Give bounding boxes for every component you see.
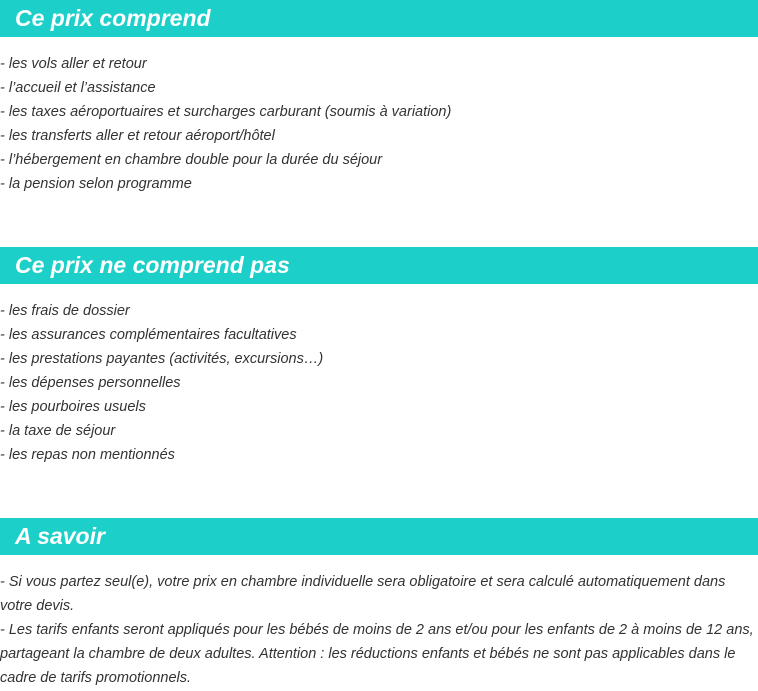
list-item: - les transferts aller et retour aéroport/hôtel	[0, 128, 275, 144]
list-item: - la taxe de séjour	[0, 423, 116, 439]
info-paragraph: - Les tarifs enfants seront appliqués pour les bébés de moins de 2 ans et/ou pour les enfants de 2 à moins de 12 ans, partageant la chambre de deux adultes. Attention : les réductions enfants et bébés ne sont pas applicables dans le cadre de tarifs promotionnels.	[0, 622, 754, 686]
list-item: - l’hébergement en chambre double pour la durée du séjour	[0, 152, 383, 168]
list-item: - les frais de dossier	[0, 303, 130, 319]
not-included-list	[0, 299, 758, 467]
included-list	[0, 52, 758, 196]
section-title-good-to-know: A savoir	[15, 523, 105, 549]
list-item: - l’accueil et l’assistance	[0, 80, 156, 96]
good-to-know-text	[0, 570, 756, 690]
list-item: - les repas non mentionnés	[0, 447, 175, 463]
section-title-included: Ce prix comprend	[15, 5, 211, 31]
list-item: - les pourboires usuels	[0, 399, 146, 415]
list-item: - les prestations payantes (activités, excursions…)	[0, 351, 324, 367]
section-title-not-included: Ce prix ne comprend pas	[15, 252, 290, 278]
list-item: - les taxes aéroportuaires et surcharges carburant (soumis à variation)	[0, 104, 452, 120]
list-item: - les dépenses personnelles	[0, 375, 181, 391]
section-header-not-included	[0, 247, 758, 284]
section-header-included	[0, 0, 758, 37]
info-paragraph: - Si vous partez seul(e), votre prix en chambre individuelle sera obligatoire et sera calculé automatiquement dans votre devis.	[0, 574, 726, 614]
section-header-good-to-know	[0, 518, 758, 555]
list-item: - la pension selon programme	[0, 176, 192, 192]
list-item: - les vols aller et retour	[0, 56, 147, 72]
list-item: - les assurances complémentaires facultatives	[0, 327, 297, 343]
